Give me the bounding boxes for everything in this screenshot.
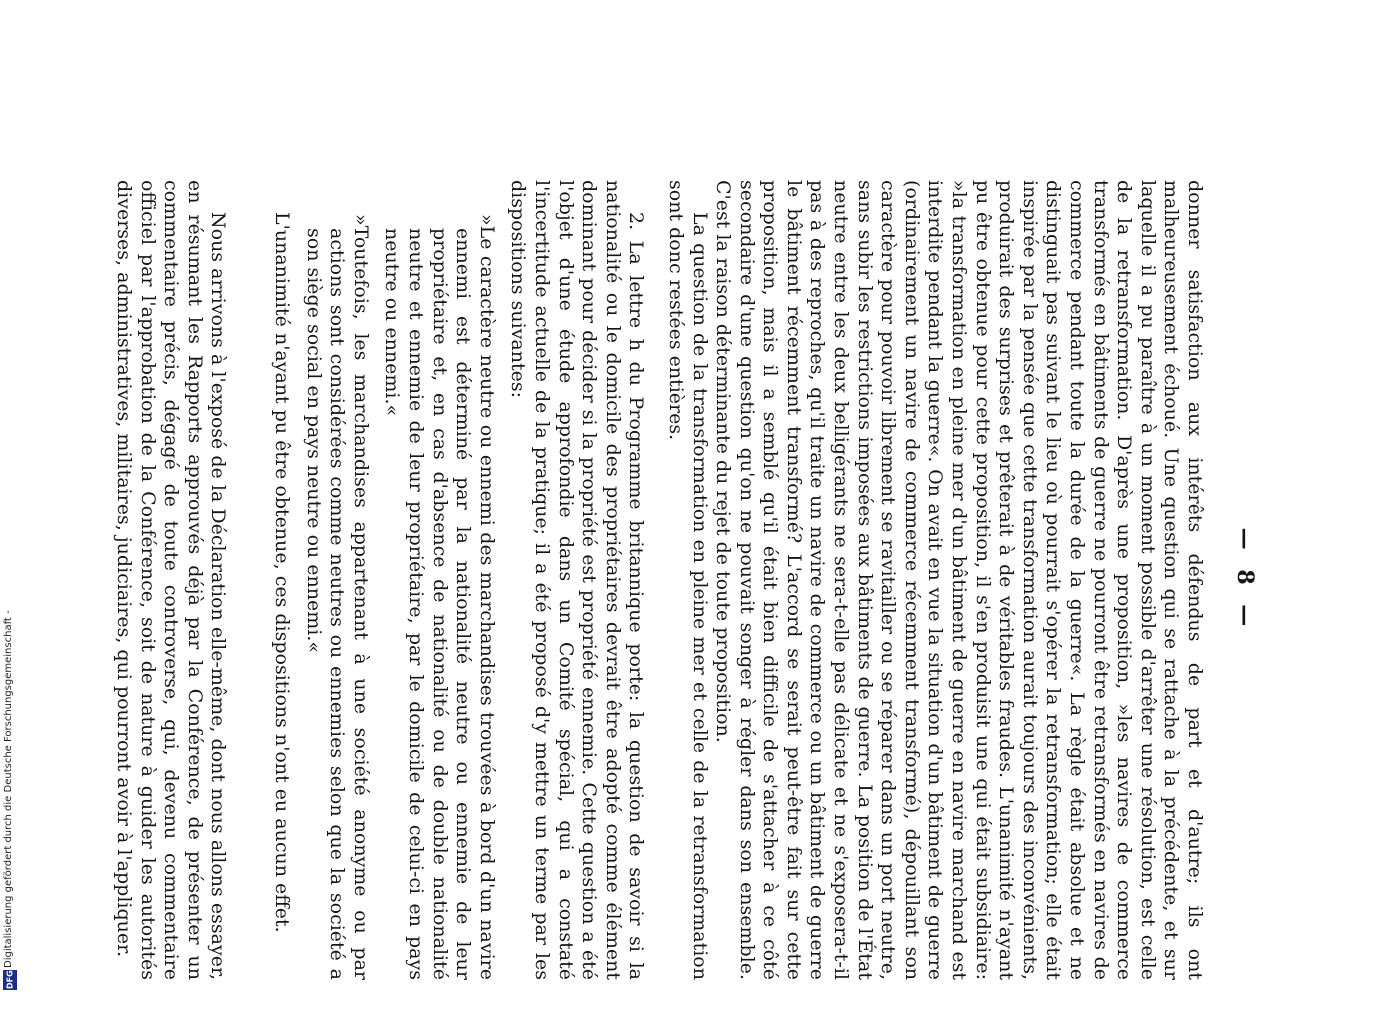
paragraph-british-programme: 2. La lettre h du Programme britannique porte: la question de savoir si la nationalité ou le domicile des propriétaires devrait être adopté comme élément dominant pour décider si la propriété est propriété ennemie. Cette question a été l'objet d'une étude approfondie dans un Comité spécial, qui a constaté l'incertitude actuelle de la pratique; il a été proposé d'y mettre un terme par les dispositions suivantes: [507, 180, 648, 980]
dfg-funding-note: Digitalisierung gefördert durch die Deutsche Forschungsgemeinschaft - [3, 610, 14, 968]
quote-societe-anonyme: »Toutefois, les marchandises appartenant à une société anonyme ou par actions sont considérées comme neutres ou ennemies selon que la société a son siège social en pays neutre ou ennemi.« [302, 214, 372, 980]
paragraph-retransformation: donner satisfaction aux intérêts défendus de part et d'autre; ils ont malheureusement échoué. Une question qui se rattache à la précédente, et sur laquelle il a pu paraître à un moment possible d'arrêter une résolution, est celle de la retransformation. D'après une proposition, »les navires de commerce transformés en bâtiments de guerre ne pourront être retransformés en navires de commerce pendant toute la durée de la guerre«. La règle était absolue et ne distinguait pas suivant le lieu où pourrait s'opérer la retransformation; elle était inspirée par la pensée que cette transformation aurait toujours des inconvénients, produirait des surprises et prêterait à de véritables fraudes. L'unanimité n'ayant pu être obtenue pour cette proposition, il s'en produisit une qui était subsidiaire: »la transformation en pleine mer d'un bâtiment de guerre en navire marchand est interdite pendant la guerre«. On avait en vue la situation d'un bâtiment de guerre (ordinairement un navire de commerce récemment transformé), dépouillant son caractère pour pouvoir librement se ravitailler ou se réparer dans un port neutre, sans subir les restrictions imposées aux bâtiments de guerre. La position de l'État neutre entre les deux belligérants ne sera-t-elle pas délicate et ne s'exposera-t-il pas à des reproches, qu'il traite un navire de commerce ou un bâtiment de guerre le bâtiment récemment transformé? L'accord se serait peut-être fait sur cette proposition, mais il a semblé qu'il était bien difficile de s'attacher à ce côté secondaire d'une question qu'on ne pouvait songer à régler dans son ensemble. C'est la raison déterminante du rejet de toute proposition. [712, 180, 1206, 980]
dfg-footer [2, 4, 18, 994]
document-page [110, 150, 1270, 1010]
paragraph-unanimity: L'unanimité n'ayant pu être obtenue, ces dispositions n'ont eu aucun effet. [271, 212, 294, 933]
page-number: — 8 — [1232, 527, 1258, 633]
paragraph-conclusion-transformation: La question de la transformation en pleine mer et celle de la retransformation sont donc restées entières. [664, 180, 711, 980]
dfg-logo-icon: DFG [3, 970, 17, 990]
quote-neutral-enemy-character: »Le caractère neutre ou ennemi des marchandises trouvées à bord d'un navire ennemi est déterminé par la nationalité neutre ou ennemie de leur propriétaire et, en cas d'absence de nationalité ou de double nationalité neutre et ennemie de leur propriétaire, par le domicile de celui-ci en pays neutre ou ennemi.« [381, 214, 498, 980]
paragraph-declaration-expose: Nous arrivons à l'exposé de la Déclaration elle-même, dont nous allons essayer, en résumant les Rapports approuvés déjà par la Conférence, de présenter un commentaire précis, dégagé de toute controverse, qui, devenu commentaire officiel par l'approbation de la Conférence, soit de nature à guider les autorités diverses, administratives, militaires, judiciaires, qui pourront avoir à l'appliquer. [113, 180, 230, 980]
